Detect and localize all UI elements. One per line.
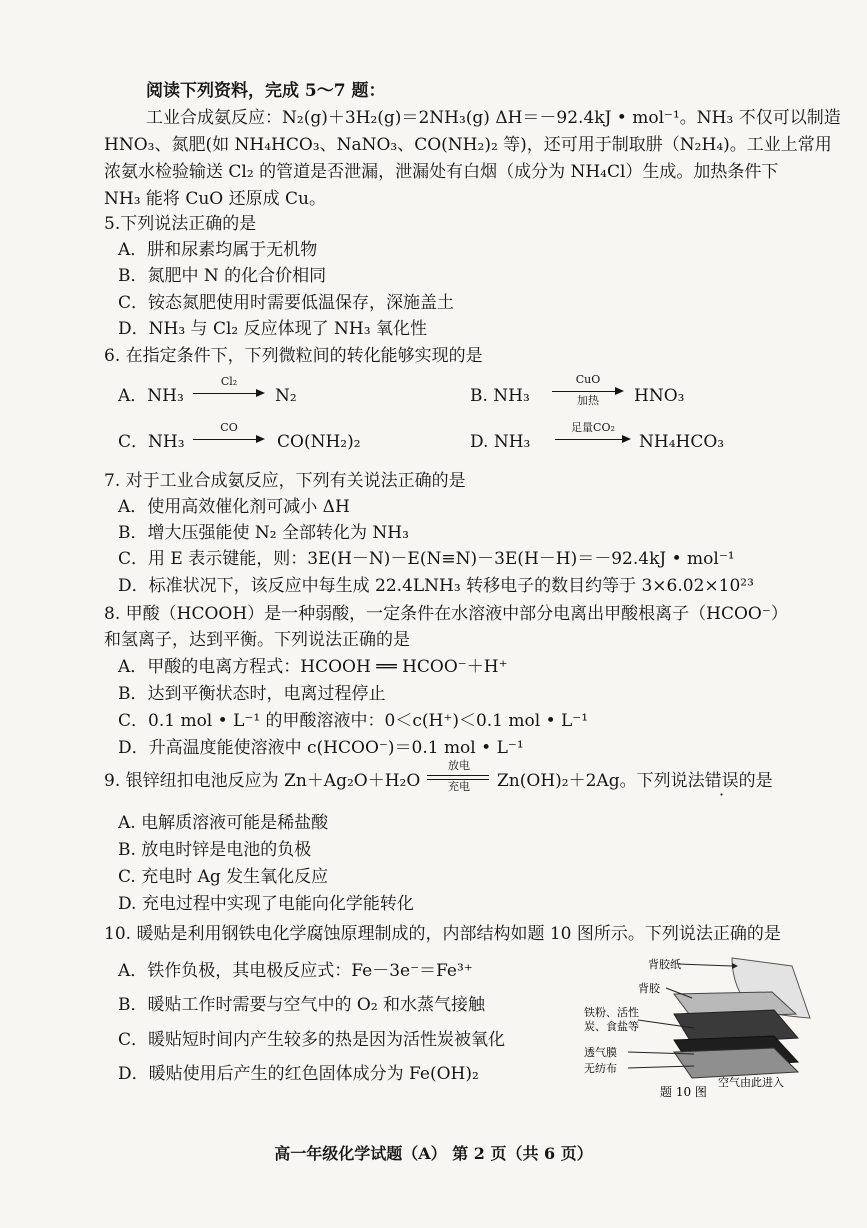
q9-stem-products: [497, 770, 773, 792]
q8-option-b: B．达到平衡状态时，电离过程停止: [118, 684, 386, 704]
intro-line-2: HNO₃、氮肥(如 NH₄HCO₃、NaNO₃、CO(NH₂)₂ 等)，还可用于制取肼（N₂H₄)。工业上常用: [104, 135, 832, 155]
q5-option-c: C．铵态氮肥使用时需要低温保存，深施盖土: [118, 293, 455, 313]
q6-option-c-reactant: C．NH₃: [118, 432, 185, 452]
figure-caption: 题 10 图: [660, 1085, 707, 1098]
q9-option-d: D. 充电过程中实现了电能向化学能转化: [118, 894, 414, 914]
q5-option-b: B．氮肥中 N 的化合价相同: [118, 266, 327, 286]
label-air-entry: 空气由此进入: [718, 1076, 784, 1089]
q7-stem: 7. 对于工业合成氨反应，下列有关说法正确的是: [104, 471, 466, 491]
q9-reversible-arrow: [425, 760, 493, 794]
q6-option-b-condition: 加热: [577, 394, 599, 407]
q9-arrow-discharge: 放电: [448, 759, 470, 772]
q6-stem: 6. 在指定条件下，下列微粒间的转化能够实现的是: [104, 346, 483, 366]
figure-10-hand-warmer-structure: [582, 948, 812, 1098]
q9-stem-reactants: 9. 银锌纽扣电池反应为 Zn＋Ag₂O＋H₂O: [104, 771, 421, 791]
q6-option-c-reagent: CO: [220, 421, 238, 434]
label-nonwoven: 无纺布: [584, 1062, 617, 1075]
q10-option-a: A．铁作负极，其电极反应式：Fe－3e⁻＝Fe³⁺: [118, 961, 473, 981]
q8-stem-line-1: 8. 甲酸（HCOOH）是一种弱酸，一定条件在水溶液中部分电离出甲酸根离子（HCOO⁻）: [104, 604, 788, 624]
intro-line-3: 浓氨水检验输送 Cl₂ 的管道是否泄漏，泄漏处有白烟（成分为 NH₄Cl）生成。加热条件下: [104, 162, 779, 182]
q8-option-d: D．升高温度能使溶液中 c(HCOO⁻)＝0.1 mol • L⁻¹: [118, 738, 524, 758]
label-mixture-2: 炭、食盐等: [584, 1020, 639, 1033]
q7-option-d: D．标准状况下，该反应中每生成 22.4LNH₃ 转移电子的数目约等于 3×6.02×10²³: [118, 576, 754, 596]
q6-option-d-product: NH₄HCO₃: [639, 432, 725, 452]
label-membrane: 透气膜: [584, 1046, 617, 1059]
q7-option-c: C．用 E 表示键能，则：3E(H－N)－E(N≡N)－3E(H－H)＝－92.4kJ • mol⁻¹: [118, 549, 735, 569]
q7-option-a: A．使用高效催化剂可减小 ΔH: [118, 497, 350, 517]
q8-option-a: A．甲酸的电离方程式：HCOOH ══ HCOO⁻＋H⁺: [118, 657, 508, 677]
q5-option-a: A．肼和尿素均属于无机物: [118, 240, 318, 260]
intro-line-1: 工业合成氨反应：N₂(g)＋3H₂(g)＝2NH₃(g) ΔH＝－92.4kJ • mol⁻¹。NH₃ 不仅可以制造: [146, 108, 841, 128]
q9-option-c: C. 充电时 Ag 发生氧化反应: [118, 867, 329, 887]
label-mixture-1: 铁粉、活性: [584, 1006, 639, 1019]
q5-option-d: D．NH₃ 与 Cl₂ 反应体现了 NH₃ 氧化性: [118, 319, 427, 339]
q9-stem-end: 的是: [738, 771, 773, 791]
label-backing-paper: 背胶纸: [648, 958, 681, 971]
q7-option-b: B．增大压强能使 N₂ 全部转化为 NH₃: [118, 523, 409, 543]
page-footer: 高一年级化学试题（A） 第 2 页（共 6 页）: [274, 1144, 593, 1163]
q6-option-b-reactant: B. NH₃: [470, 386, 530, 406]
q6-option-a-product: N₂: [275, 386, 297, 406]
figure-10-diagram: [582, 948, 812, 1098]
intro-heading: 阅读下列资料，完成 5～7 题：: [146, 81, 386, 101]
intro-line-4: NH₃ 能将 CuO 还原成 Cu。: [104, 189, 326, 209]
q6-option-d-reactant: D. NH₃: [470, 432, 531, 452]
q10-stem: 10. 暖贴是利用钢铁电化学腐蚀原理制成的，内部结构如题 10 图所示。下列说法正确的是: [104, 924, 781, 944]
q10-option-b: B．暖贴工作时需要与空气中的 O₂ 和水蒸气接触: [118, 995, 486, 1015]
q6-option-d-arrow: [555, 422, 631, 452]
q6-option-a-reactant: A．NH₃: [118, 386, 184, 406]
q5-stem: 5.下列说法正确的是: [104, 214, 257, 234]
q9-stem-products-text: Zn(OH)₂＋2Ag。下列说法: [497, 771, 705, 791]
q8-stem-line-2: 和氢离子，达到平衡。下列说法正确的是: [104, 630, 410, 650]
q10-option-c: C．暖贴短时间内产生较多的热是因为活性炭被氧化: [118, 1030, 506, 1050]
label-adhesive: 背胶: [638, 982, 660, 995]
q8-option-c: C．0.1 mol • L⁻¹ 的甲酸溶液中：0＜c(H⁺)＜0.1 mol • L⁻¹: [118, 711, 589, 731]
q6-option-b-arrow: [552, 374, 624, 408]
q6-option-a-reagent: Cl₂: [220, 375, 238, 388]
q10-option-d: D．暖贴使用后产生的红色固体成分为 Fe(OH)₂: [118, 1064, 479, 1084]
q6-option-c-arrow: [193, 422, 265, 452]
q9-option-b: B. 放电时锌是电池的负极: [118, 840, 312, 860]
q6-option-c-product: CO(NH₂)₂: [277, 432, 361, 452]
q6-option-b-product: HNO₃: [634, 386, 685, 406]
q9-arrow-charge: 充电: [448, 780, 470, 793]
q9-option-a: A. 电解质溶液可能是稀盐酸: [118, 813, 329, 833]
q6-option-b-reagent: CuO: [575, 373, 601, 386]
q6-option-d-reagent: 足量CO₂: [571, 421, 615, 434]
q6-option-a-arrow: [193, 376, 265, 406]
q9-stem-emphasis: 错误: [704, 771, 739, 791]
